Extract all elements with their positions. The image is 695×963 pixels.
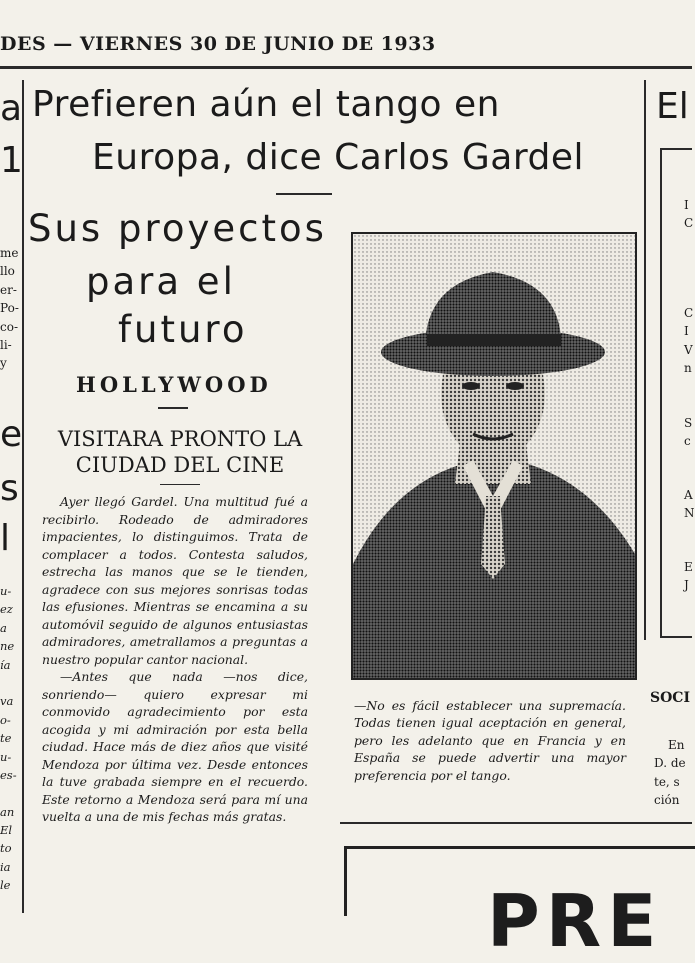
dateline-kicker: HOLLYWOOD	[76, 372, 272, 397]
headline-line-2: Europa, dice Carlos Gardel	[92, 137, 584, 178]
left-fragment-head-2: 1	[0, 140, 23, 181]
right-fragment-section: SOCI	[650, 690, 690, 706]
right-fragment-lines-1: I C	[684, 198, 694, 231]
headline-line-1: Prefieren aún el tango en	[32, 84, 500, 125]
column-rule-left	[22, 80, 24, 913]
deck-line-1: VISITARA PRONTO LA	[57, 427, 303, 451]
kicker-dash	[158, 407, 188, 409]
headline-dash	[276, 193, 332, 195]
subhead-line-3: futuro	[118, 308, 248, 351]
left-fragment-column-2: u- ez a ne ía va o- te u- es- an El to ia le	[0, 584, 17, 893]
left-fragment-head-1: a	[0, 88, 23, 129]
article-bottom-rule	[340, 822, 692, 824]
masthead: DES — VIERNES 30 DE JUNIO DE 1933	[0, 33, 436, 55]
right-fragment-lines-2: C I V n	[684, 306, 694, 376]
right-box-side	[660, 148, 662, 638]
subhead-line-1: Sus proyectos	[28, 207, 327, 250]
next-article-box	[344, 846, 695, 963]
left-fragment-head-5: l	[0, 518, 11, 559]
right-fragment-lines-4: A N	[684, 488, 695, 521]
article-body	[42, 493, 308, 826]
body-paragraph-2: —Antes que nada —nos dice, sonriendo— quiero expresar mi conmovido agradecimiento por esta acogida y mi admiración por esta bella ciudad. Hace más de diez años que visité Mendoza por última vez. Desde entonces la tuve grabada siempre en el recuerdo. Este retorno a Mendoza será para mí una vuelta a una de mis fechas más gratas.	[42, 669, 308, 824]
left-fragment-head-4: s	[0, 468, 19, 509]
gardel-photo	[351, 232, 637, 680]
masthead-rule	[0, 66, 692, 69]
right-fragment-lines-6: En D. de te, s ción	[654, 738, 686, 808]
right-fragment-lines-3: S c	[684, 416, 693, 449]
gardel-portrait-illustration	[353, 234, 635, 678]
deck-dash	[160, 484, 200, 485]
left-fragment-column-1: me llo er- Po- co- li- y	[0, 246, 19, 371]
body-paragraph-1: Ayer llegó Gardel. Una multitud fué a recibirlo. Rodeado de admiradores impacientes, lo distinguimos. Trata de complacer a todos. Contesta saludos, estrecha las manos que se le tienden, agradece con sus mejores sonrisas todas las efusiones. Mientras se encamina a su automóvil seguido de algunos entusiastas admiradores, ametrallamos a preguntas a nuestro popular cantor nacional.	[42, 494, 308, 667]
column-rule-right	[644, 80, 646, 640]
right-box-top	[660, 148, 692, 150]
right-box-bottom	[660, 636, 692, 638]
left-fragment-head-3: e	[0, 414, 23, 455]
deck-line-2: CIUDAD DEL CINE	[75, 453, 285, 477]
right-fragment-lines-5: E J	[684, 560, 693, 593]
next-article-headline-fragment: PRE	[487, 879, 663, 963]
photo-caption: —No es fácil establecer una supremacía. Todas tienen igual aceptación en general, pero les adelanto que en Francia y en España se puede advertir una mayor preferencia por el tango.	[354, 698, 626, 783]
right-fragment-head: El	[656, 86, 689, 127]
subhead-line-2: para el	[86, 260, 236, 303]
